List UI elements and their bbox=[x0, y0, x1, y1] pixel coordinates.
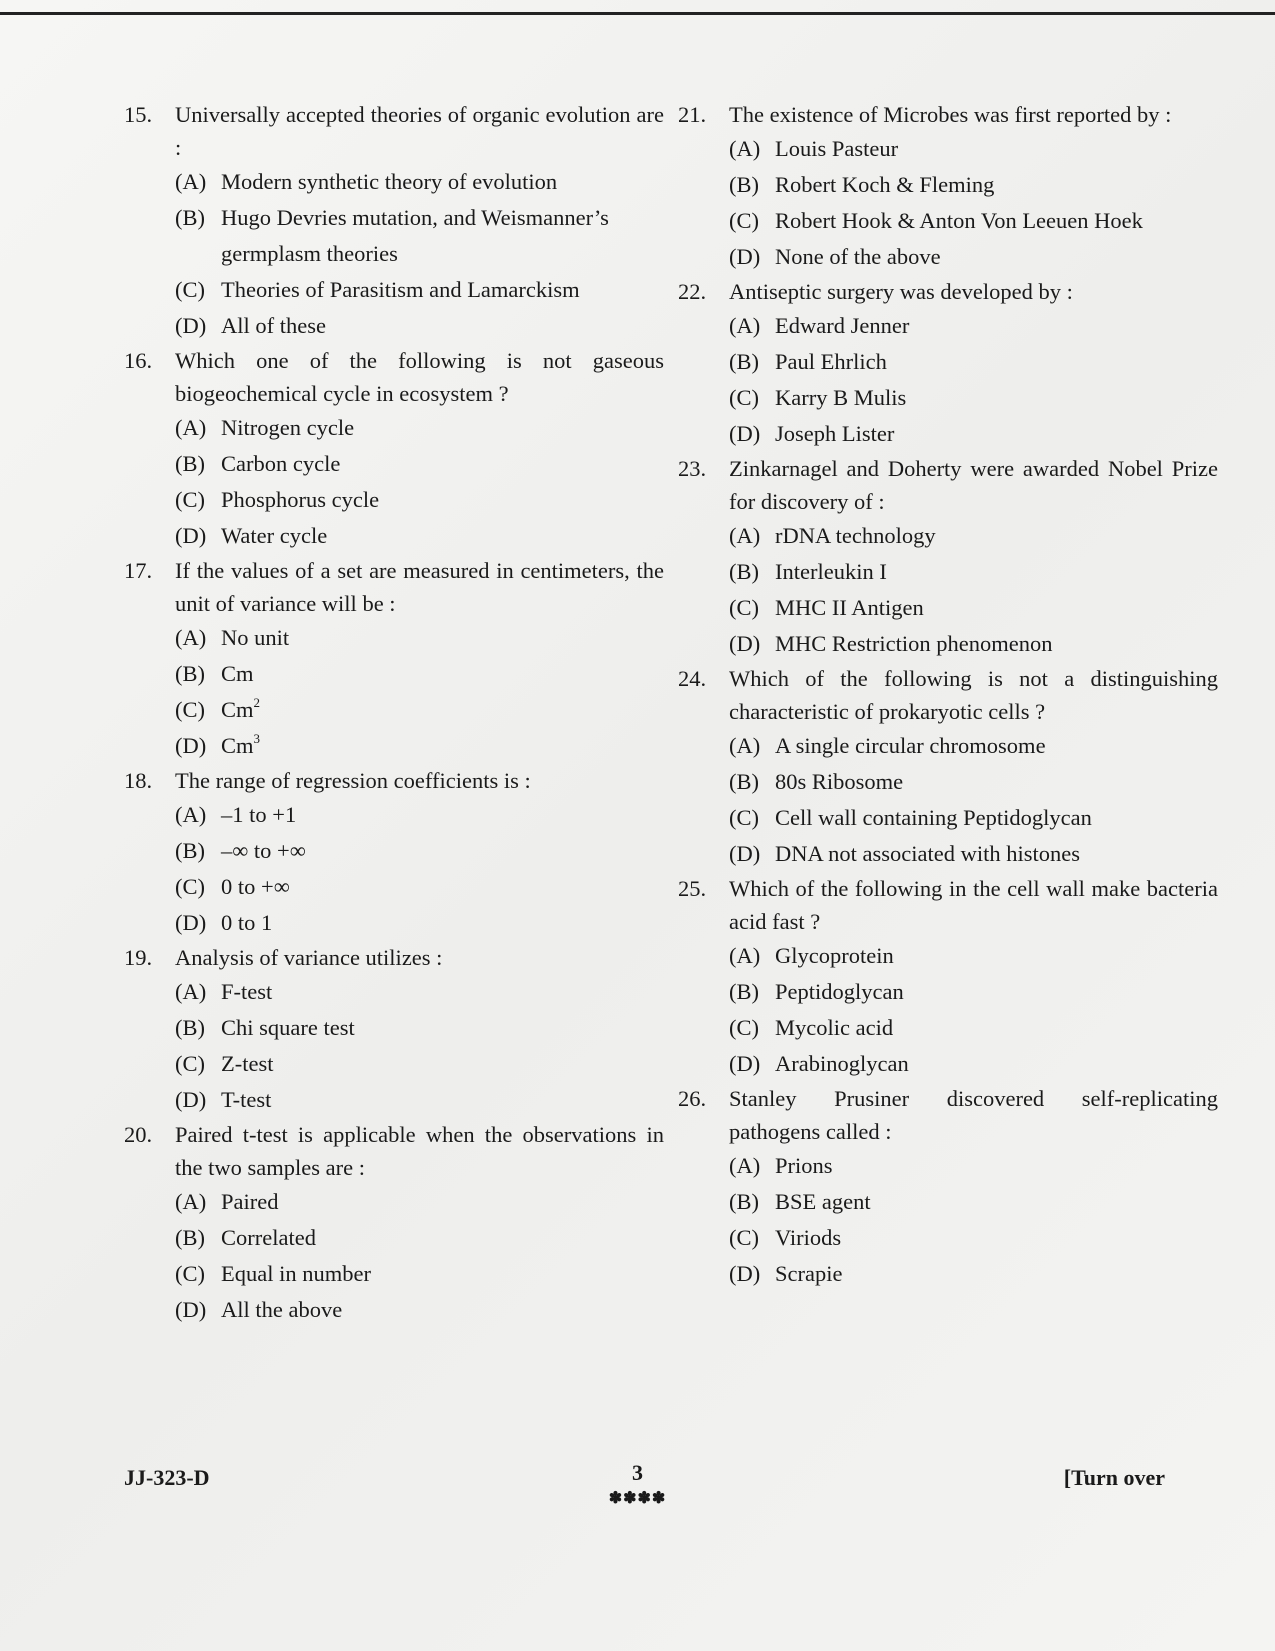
option-label: (C) bbox=[175, 277, 205, 302]
option-b bbox=[124, 446, 664, 482]
option-text bbox=[775, 203, 1218, 239]
option-text bbox=[221, 833, 664, 869]
option-text-value: Arabinoglycan bbox=[775, 1051, 909, 1076]
option-text bbox=[775, 518, 1218, 554]
option-label: (D) bbox=[729, 631, 761, 656]
question-stem bbox=[678, 275, 1218, 308]
paper-code: JJ-323-D bbox=[124, 1465, 210, 1490]
option-text-value: Cm bbox=[221, 697, 254, 722]
option-text-value: Theories of Parasitism and Lamarckism bbox=[221, 277, 580, 302]
option-b bbox=[124, 833, 664, 869]
option-b bbox=[678, 1184, 1218, 1220]
option-text-value: Paired bbox=[221, 1189, 279, 1214]
option-d bbox=[678, 416, 1218, 452]
option-label: (D) bbox=[729, 244, 761, 269]
question-text: Universally accepted theories of organic evolution are : bbox=[175, 102, 664, 160]
option-text-value: Modern synthetic theory of evolution bbox=[221, 169, 558, 194]
option-d bbox=[678, 239, 1218, 275]
question-text: The existence of Microbes was first reported by : bbox=[729, 102, 1172, 127]
option-b bbox=[678, 974, 1218, 1010]
option-text-value: Equal in number bbox=[221, 1261, 371, 1286]
question-stem bbox=[678, 662, 1218, 728]
page-number: 3 bbox=[632, 1460, 643, 1485]
question-number: 24. bbox=[678, 666, 707, 691]
question-stem bbox=[124, 98, 664, 164]
question-number: 18. bbox=[124, 768, 153, 793]
option-label: (A) bbox=[175, 169, 207, 194]
question-number: 21. bbox=[678, 102, 707, 127]
option-text-value: –∞ to +∞ bbox=[221, 838, 306, 863]
option-text-value: Edward Jenner bbox=[775, 313, 910, 338]
option-text bbox=[221, 974, 664, 1010]
option-text bbox=[221, 797, 664, 833]
option-text bbox=[221, 1220, 664, 1256]
option-a bbox=[678, 728, 1218, 764]
option-label: (A) bbox=[729, 313, 761, 338]
option-text-value: F-test bbox=[221, 979, 273, 1004]
option-text-value: MHC II Antigen bbox=[775, 595, 924, 620]
option-b bbox=[124, 656, 664, 692]
option-d bbox=[678, 1046, 1218, 1082]
option-c bbox=[124, 869, 664, 905]
option-text-value: Cm bbox=[221, 733, 254, 758]
option-text-value: Prions bbox=[775, 1153, 833, 1178]
option-c bbox=[124, 1256, 664, 1292]
option-text bbox=[775, 554, 1218, 590]
option-text bbox=[221, 446, 664, 482]
question-text: The range of regression coefficients is : bbox=[175, 768, 531, 793]
question-18 bbox=[124, 764, 664, 941]
option-d bbox=[124, 728, 664, 764]
option-label: (A) bbox=[729, 523, 761, 548]
question-stem bbox=[124, 1118, 664, 1184]
option-text bbox=[775, 1184, 1218, 1220]
option-text bbox=[775, 344, 1218, 380]
question-stem bbox=[678, 452, 1218, 518]
question-15 bbox=[124, 98, 664, 344]
question-stem bbox=[124, 554, 664, 620]
option-text bbox=[221, 272, 664, 308]
option-b bbox=[124, 1010, 664, 1046]
option-label: (A) bbox=[175, 415, 207, 440]
option-c bbox=[678, 203, 1218, 239]
option-a bbox=[678, 308, 1218, 344]
option-label: (A) bbox=[175, 625, 207, 650]
option-label: (D) bbox=[729, 1261, 761, 1286]
top-rule bbox=[0, 12, 1275, 15]
right-column bbox=[678, 98, 1218, 1292]
option-text-value: Robert Hook & Anton Von Leeuen Hoek bbox=[775, 208, 1143, 233]
option-text bbox=[221, 1010, 664, 1046]
option-text bbox=[775, 974, 1218, 1010]
question-19 bbox=[124, 941, 664, 1118]
option-label: (D) bbox=[175, 523, 207, 548]
option-text-value: 0 to +∞ bbox=[221, 874, 290, 899]
option-label: (A) bbox=[729, 943, 761, 968]
option-label: (C) bbox=[729, 595, 759, 620]
option-label: (A) bbox=[175, 979, 207, 1004]
option-d bbox=[124, 518, 664, 554]
option-label: (C) bbox=[729, 385, 759, 410]
option-text-value: T-test bbox=[221, 1087, 272, 1112]
option-c bbox=[124, 1046, 664, 1082]
question-stem bbox=[124, 344, 664, 410]
option-d bbox=[124, 308, 664, 344]
option-b bbox=[124, 1220, 664, 1256]
question-stem bbox=[678, 98, 1218, 131]
question-number: 23. bbox=[678, 456, 707, 481]
option-text bbox=[221, 410, 664, 446]
option-text-value: Water cycle bbox=[221, 523, 328, 548]
question-text: If the values of a set are measured in centimeters, the unit of variance will be : bbox=[175, 558, 664, 616]
option-text-value: A single circular chromosome bbox=[775, 733, 1046, 758]
option-text-value: MHC Restriction phenomenon bbox=[775, 631, 1053, 656]
option-text-value: Joseph Lister bbox=[775, 421, 895, 446]
question-number: 20. bbox=[124, 1122, 153, 1147]
option-text-value: Glycoprotein bbox=[775, 943, 894, 968]
question-number: 25. bbox=[678, 876, 707, 901]
option-label: (D) bbox=[729, 841, 761, 866]
option-text bbox=[221, 200, 664, 272]
question-25 bbox=[678, 872, 1218, 1082]
question-24 bbox=[678, 662, 1218, 872]
option-label: (A) bbox=[729, 1153, 761, 1178]
option-text-value: Paul Ehrlich bbox=[775, 349, 887, 374]
option-text-value: Z-test bbox=[221, 1051, 274, 1076]
option-b bbox=[678, 764, 1218, 800]
option-text bbox=[775, 167, 1218, 203]
option-label: (B) bbox=[729, 559, 759, 584]
option-text bbox=[775, 626, 1218, 662]
option-d bbox=[124, 1082, 664, 1118]
option-a bbox=[124, 974, 664, 1010]
question-17 bbox=[124, 554, 664, 764]
option-text bbox=[775, 590, 1218, 626]
option-text-value: BSE agent bbox=[775, 1189, 871, 1214]
option-text-value: 0 to 1 bbox=[221, 910, 273, 935]
option-superscript: 3 bbox=[253, 730, 261, 746]
option-text bbox=[775, 131, 1218, 167]
option-text bbox=[221, 482, 664, 518]
option-text-value: Chi square test bbox=[221, 1015, 355, 1040]
option-d bbox=[678, 626, 1218, 662]
option-label: (D) bbox=[729, 421, 761, 446]
option-d bbox=[124, 1292, 664, 1328]
option-label: (B) bbox=[175, 661, 205, 686]
option-text bbox=[221, 692, 664, 728]
question-text: Antiseptic surgery was developed by : bbox=[729, 279, 1073, 304]
option-a bbox=[678, 938, 1218, 974]
option-d bbox=[678, 1256, 1218, 1292]
option-text-value: 80s Ribosome bbox=[775, 769, 904, 794]
option-d bbox=[678, 836, 1218, 872]
option-b bbox=[124, 200, 664, 272]
option-label: (D) bbox=[175, 910, 207, 935]
question-stem bbox=[124, 764, 664, 797]
left-column bbox=[124, 98, 664, 1328]
option-label: (D) bbox=[175, 313, 207, 338]
option-text bbox=[775, 836, 1218, 872]
question-text: Zinkarnagel and Doherty were awarded Nobel Prize for discovery of : bbox=[729, 456, 1218, 514]
option-text-value: Nitrogen cycle bbox=[221, 415, 355, 440]
option-text-value: Carbon cycle bbox=[221, 451, 341, 476]
question-number: 19. bbox=[124, 945, 153, 970]
option-label: (D) bbox=[729, 1051, 761, 1076]
option-text bbox=[775, 764, 1218, 800]
option-text-value: All of these bbox=[221, 313, 326, 338]
option-a bbox=[124, 164, 664, 200]
question-stem bbox=[124, 941, 664, 974]
option-label: (D) bbox=[175, 1297, 207, 1322]
option-text bbox=[775, 380, 1218, 416]
option-text bbox=[221, 656, 664, 692]
option-c bbox=[124, 692, 664, 728]
option-label: (A) bbox=[175, 1189, 207, 1214]
option-label: (C) bbox=[729, 1015, 759, 1040]
question-26 bbox=[678, 1082, 1218, 1292]
question-text: Which of the following is not a distinguishing characteristic of prokaryotic cells ? bbox=[729, 666, 1218, 724]
option-text bbox=[775, 1046, 1218, 1082]
option-text bbox=[221, 905, 664, 941]
option-label: (B) bbox=[175, 838, 205, 863]
option-a bbox=[124, 797, 664, 833]
option-label: (C) bbox=[175, 874, 205, 899]
option-a bbox=[678, 1148, 1218, 1184]
question-number: 17. bbox=[124, 558, 153, 583]
option-b bbox=[678, 554, 1218, 590]
option-a bbox=[678, 131, 1218, 167]
option-label: (B) bbox=[729, 172, 759, 197]
option-text-value: Phosphorus cycle bbox=[221, 487, 380, 512]
option-label: (B) bbox=[175, 1015, 205, 1040]
option-label: (B) bbox=[175, 1225, 205, 1250]
question-stem bbox=[678, 872, 1218, 938]
option-text-value: Scrapie bbox=[775, 1261, 843, 1286]
option-label: (B) bbox=[729, 349, 759, 374]
option-label: (A) bbox=[729, 136, 761, 161]
option-b bbox=[678, 167, 1218, 203]
option-label: (B) bbox=[729, 979, 759, 1004]
option-text-value: –1 to +1 bbox=[221, 802, 297, 827]
option-text bbox=[775, 728, 1218, 764]
option-text-value: Peptidoglycan bbox=[775, 979, 904, 1004]
option-text bbox=[775, 308, 1218, 344]
option-text bbox=[221, 1184, 664, 1220]
option-text bbox=[221, 620, 664, 656]
option-text bbox=[775, 1256, 1218, 1292]
question-16 bbox=[124, 344, 664, 554]
option-text-value: rDNA technology bbox=[775, 523, 936, 548]
question-22 bbox=[678, 275, 1218, 452]
option-text bbox=[221, 164, 664, 200]
option-text-value: Correlated bbox=[221, 1225, 316, 1250]
question-number: 15. bbox=[124, 102, 153, 127]
option-label: (D) bbox=[175, 1087, 207, 1112]
option-text bbox=[775, 416, 1218, 452]
option-text-value: Robert Koch & Fleming bbox=[775, 172, 995, 197]
option-text bbox=[221, 1082, 664, 1118]
question-number: 22. bbox=[678, 279, 707, 304]
option-text bbox=[221, 1256, 664, 1292]
question-number: 16. bbox=[124, 348, 153, 373]
option-text bbox=[775, 1010, 1218, 1046]
option-superscript: 2 bbox=[253, 694, 261, 710]
option-text-value: Hugo Devries mutation, and Weismanner’s germplasm theories bbox=[221, 205, 609, 266]
option-label: (C) bbox=[729, 805, 759, 830]
option-a bbox=[124, 620, 664, 656]
option-text-value: Viriods bbox=[775, 1225, 842, 1250]
option-label: (C) bbox=[175, 1261, 205, 1286]
option-text bbox=[221, 1046, 664, 1082]
option-label: (C) bbox=[729, 1225, 759, 1250]
option-c bbox=[678, 1010, 1218, 1046]
option-text bbox=[775, 938, 1218, 974]
option-text-value: Interleukin I bbox=[775, 559, 887, 584]
option-a bbox=[678, 518, 1218, 554]
option-text bbox=[221, 728, 664, 764]
option-c bbox=[678, 590, 1218, 626]
question-21 bbox=[678, 98, 1218, 275]
option-text bbox=[221, 308, 664, 344]
option-c bbox=[678, 1220, 1218, 1256]
option-label: (C) bbox=[175, 487, 205, 512]
question-text: Analysis of variance utilizes : bbox=[175, 945, 443, 970]
option-text-value: Louis Pasteur bbox=[775, 136, 899, 161]
option-label: (A) bbox=[729, 733, 761, 758]
option-text-value: None of the above bbox=[775, 244, 941, 269]
option-text-value: Karry B Mulis bbox=[775, 385, 907, 410]
option-text-value: Mycolic acid bbox=[775, 1015, 894, 1040]
question-20 bbox=[124, 1118, 664, 1328]
option-text-value: Cm bbox=[221, 661, 254, 686]
option-c bbox=[124, 272, 664, 308]
question-23 bbox=[678, 452, 1218, 662]
option-text-value: Cell wall containing Peptidoglycan bbox=[775, 805, 1092, 830]
option-label: (C) bbox=[175, 697, 205, 722]
option-label: (D) bbox=[175, 733, 207, 758]
option-c bbox=[678, 380, 1218, 416]
question-text: Paired t-test is applicable when the observations in the two samples are : bbox=[175, 1122, 664, 1180]
stars-divider: ✽✽✽✽ bbox=[608, 1490, 667, 1507]
option-label: (A) bbox=[175, 802, 207, 827]
option-text bbox=[221, 869, 664, 905]
option-a bbox=[124, 1184, 664, 1220]
question-stem bbox=[678, 1082, 1218, 1148]
option-text-value: DNA not associated with histones bbox=[775, 841, 1080, 866]
option-label: (C) bbox=[729, 208, 759, 233]
option-text-value: All the above bbox=[221, 1297, 343, 1322]
option-a bbox=[124, 410, 664, 446]
option-text bbox=[221, 518, 664, 554]
option-d bbox=[124, 905, 664, 941]
option-text bbox=[775, 800, 1218, 836]
option-b bbox=[678, 344, 1218, 380]
option-text bbox=[775, 1220, 1218, 1256]
option-c bbox=[124, 482, 664, 518]
option-label: (B) bbox=[175, 205, 205, 230]
question-text: Which one of the following is not gaseous biogeochemical cycle in ecosystem ? bbox=[175, 348, 664, 406]
option-c bbox=[678, 800, 1218, 836]
option-label: (B) bbox=[729, 769, 759, 794]
option-label: (B) bbox=[729, 1189, 759, 1214]
question-text: Stanley Prusiner discovered self-replicating pathogens called : bbox=[729, 1086, 1218, 1144]
question-text: Which of the following in the cell wall make bacteria acid fast ? bbox=[729, 876, 1218, 934]
option-text bbox=[221, 1292, 664, 1328]
option-label: (C) bbox=[175, 1051, 205, 1076]
turn-over-label: [Turn over bbox=[1063, 1465, 1165, 1490]
option-label: (B) bbox=[175, 451, 205, 476]
option-text bbox=[775, 239, 1218, 275]
question-number: 26. bbox=[678, 1086, 707, 1111]
option-text-value: No unit bbox=[221, 625, 290, 650]
option-text bbox=[775, 1148, 1218, 1184]
